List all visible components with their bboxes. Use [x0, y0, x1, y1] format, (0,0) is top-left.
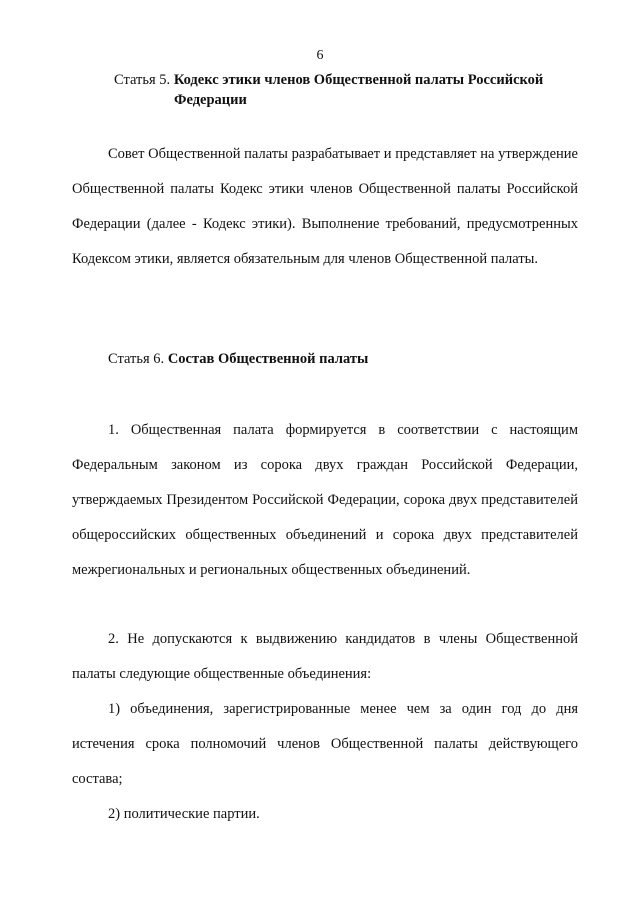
article-6-title: Состав Общественной палаты [167, 351, 369, 367]
article-5-title-line-1: Кодекс этики членов Общественной палаты Российской [173, 72, 544, 88]
article-6-list-item-2: 2) политические партии. [108, 806, 260, 822]
article-6-paragraph-2: 2. Не допускаются к выдвижению кандидатов в члены Общественной палаты следующие общественные объединения: [72, 631, 578, 682]
article-5-title-line-2: Федерации [174, 92, 247, 108]
page-number: 6 [316, 48, 324, 63]
article-5-paragraph: Совет Общественной палаты разрабатывает и представляет на утверждение Общественной палаты Кодекс этики членов Общественной палаты Российской Федерации (далее - Кодекс этики). Выполнение требований, предусмотренных Кодексом этики, является обязательным для членов Общественной палаты. [72, 146, 578, 267]
article-6-heading [108, 349, 578, 369]
article-5-label: Статья 5. [114, 72, 171, 88]
article-5-heading [114, 70, 584, 110]
article-6-paragraph-1: 1. Общественная палата формируется в соответствии с настоящим Федеральным законом из сорока двух граждан Российской Федерации, утверждаемых Президентом Российской Федерации, сорока двух представителей общероссийских общественных объединений и сорока двух представителей межрегиональных и региональных общественных объединений. [72, 422, 578, 578]
article-6-label: Статья 6. [108, 351, 165, 367]
article-6-list-item-1: 1) объединения, зарегистрированные менее чем за один год до дня истечения срока полномочий членов Общественной палаты действующего состава; [72, 701, 578, 787]
